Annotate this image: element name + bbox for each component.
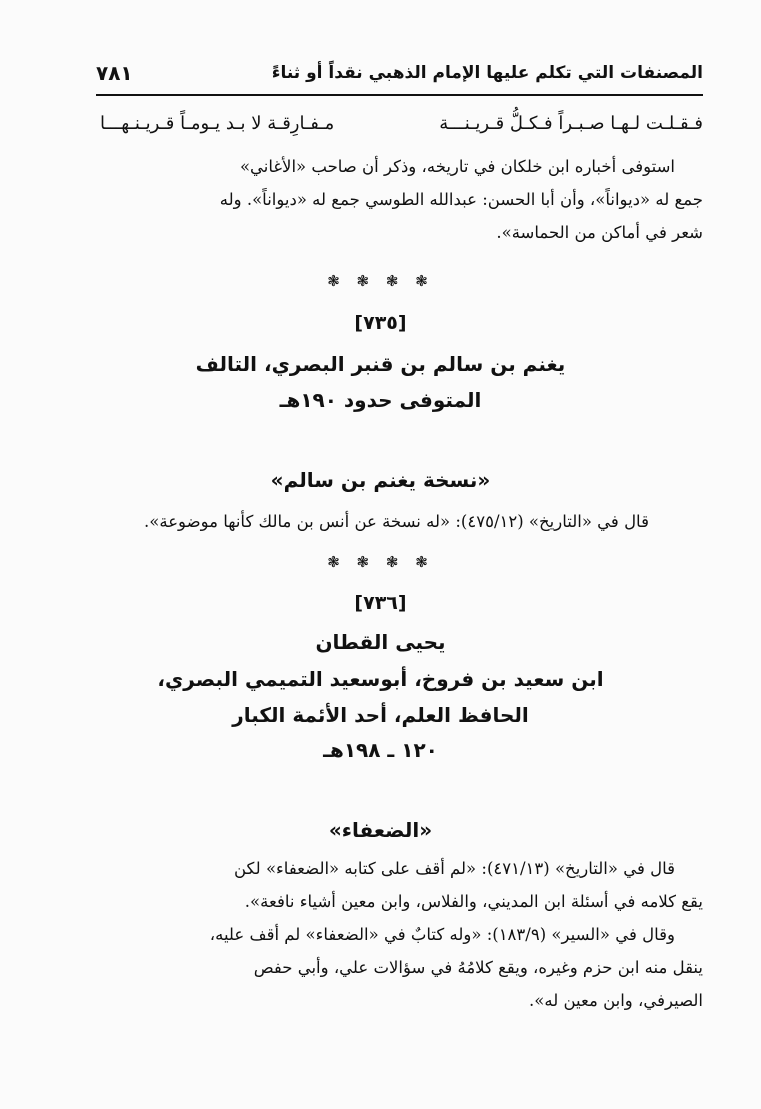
para1-line-1: قال في «التاريخ» (٤٧١/١٣): «لم أقف على كتابه «الضعفاء» لكن — [234, 859, 675, 878]
separator-stars: ❃ ❃ ❃ ❃ — [327, 272, 434, 290]
para1-line-2: يقع كلامه في أسئلة ابن المديني، والفلاس، وابن معين أشياء نافعة». — [244, 892, 703, 911]
entry-735-number: [٧٣٥] — [354, 312, 407, 334]
intro-line-3: شعر في أماكن من الحماسة». — [496, 223, 703, 242]
entry-736-number: [٧٣٦] — [354, 592, 407, 614]
running-title: المصنفات التي تكلم عليها الإمام الذهبي نقداً أو ثناءً — [271, 63, 703, 83]
page-number: ٧٨١ — [96, 61, 133, 85]
entry-736-paragraph-2 — [96, 918, 703, 1017]
intro-line-2: جمع له «ديواناً»، وأن أبا الحسن: عبدالله الطوسي جمع له «ديواناً». وله — [219, 190, 703, 209]
verse-second-hemistich: مـفـارِقـة لا بـد يـومـاً قـريـنـهـــا — [100, 112, 335, 134]
entry-736-name: يحيى القطان — [315, 630, 446, 654]
intro-line-1: استوفى أخباره ابن خلكان في تاريخه، وذكر أن صاحب «الأغاني» — [239, 157, 675, 176]
entry-735-quote: قال في «التاريخ» (٤٧٥/١٢): «له نسخة عن أنس بن مالك كأنها موضوعة». — [144, 512, 649, 531]
verse-first-hemistich: فـقـلـت لـهـا صـبـراً فـكـلُّ قـريـنـــة — [439, 112, 703, 134]
para2-line-1: وقال في «السير» (١٨٣/٩): «وله كتابٌ في «الضعفاء» لم أقف عليه، — [209, 925, 675, 944]
separator-stars: ❃ ❃ ❃ ❃ — [327, 553, 434, 571]
entry-735-name: يغنم بن سالم بن قنبر البصري، التالف — [195, 352, 566, 376]
entry-736-dates: ١٢٠ ـ ١٩٨هـ — [323, 738, 438, 762]
entry-736-book-title: «الضعفاء» — [328, 818, 433, 842]
entry-736-paragraph-1 — [96, 852, 703, 918]
entry-735-death: المتوفى حدود ١٩٠هـ — [279, 388, 482, 412]
entry-736-title: الحافظ العلم، أحد الأئمة الكبار — [232, 703, 529, 727]
page-header — [96, 52, 703, 96]
entry-735-book-title: «نسخة يغنم بن سالم» — [270, 468, 491, 492]
intro-paragraph — [96, 150, 703, 249]
para2-line-3: الصيرفي، وابن معين له». — [529, 991, 703, 1010]
para2-line-2: ينقل منه ابن حزم وغيره، ويقع كلامُهُ في سؤالات علي، وأبي حفص — [253, 958, 703, 977]
entry-736-lineage: ابن سعيد بن فروخ، أبوسعيد التميمي البصري، — [157, 667, 604, 691]
poem-verse — [100, 106, 703, 140]
